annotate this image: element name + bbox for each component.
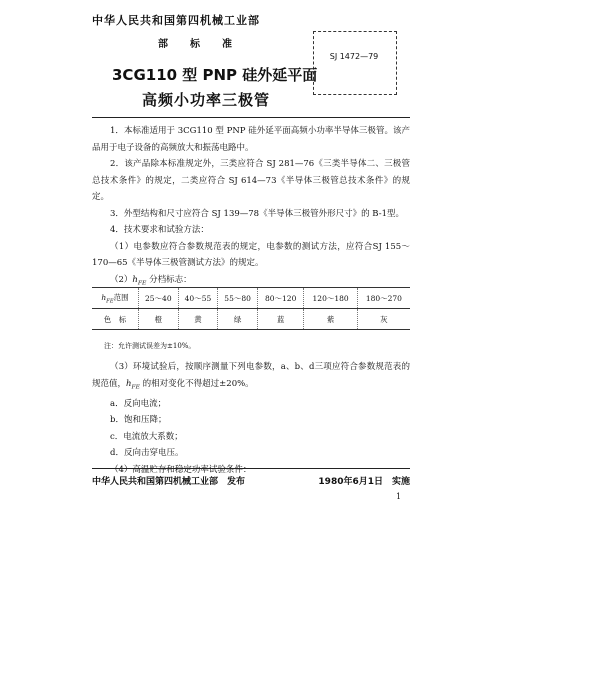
table-row-range bbox=[92, 288, 410, 309]
hfe-symbol: $h_{FE}$ bbox=[132, 274, 147, 287]
section-1-3 bbox=[92, 123, 410, 292]
hfe-color-code-table bbox=[92, 287, 410, 330]
header-rule bbox=[92, 117, 410, 118]
standard-category: 部标准 bbox=[158, 39, 254, 50]
p4-2-suffix: 分档标志： bbox=[146, 274, 192, 285]
hfe-symbol: $h_{FE}$ bbox=[126, 378, 140, 391]
color-label: 色 标 bbox=[92, 309, 139, 330]
item-b: b．饱和压降； bbox=[110, 415, 167, 426]
range-cell: 25～40 bbox=[139, 288, 179, 309]
paragraph-1: 1．本标准适用于 3CG110 型 PNP 硅外延平面高频小功率半导体三极管。该产品用于电子设备的高频放大和振荡电路中。 bbox=[92, 126, 410, 153]
paragraph-4-1: （1）电参数应符合参数规范表的规定，电参数的测试方法，应符合SJ 155～170—65《半导体三极管测试方法》的规定。 bbox=[92, 241, 410, 268]
range-cell: 80～120 bbox=[257, 288, 304, 309]
item-d: d．反向击穿电压。 bbox=[110, 448, 184, 459]
paragraph-3: 3．外型结构和尺寸应符合 SJ 139—78《半导体三极管外形尺寸》的 B-1型。 bbox=[110, 208, 404, 219]
color-cell: 橙 bbox=[139, 309, 179, 330]
p4-2-prefix: （2） bbox=[110, 274, 133, 285]
color-cell: 黄 bbox=[178, 309, 218, 330]
paragraph-2: 2．该产品除本标准规定外，三类应符合 SJ 281—76《三类半导体二、三极管总技术条件》的规定，二类应符合 SJ 614—73《半导体三极管总技术条件》的规定。 bbox=[92, 159, 410, 202]
color-cell: 绿 bbox=[218, 309, 258, 330]
color-cell: 蓝 bbox=[257, 309, 304, 330]
standard-number: SJ 1472—79 bbox=[329, 52, 379, 61]
table-note: 注：允许测试误差为±10%。 bbox=[104, 342, 196, 350]
paragraph-4-3: （3）环境试验后，按顺序测量下列电参数，a、b、d三项应符合参数规范表的规范值，$h_{FE}$ 的相对变化不得超过±20%。 bbox=[92, 362, 410, 391]
footer-rule bbox=[92, 468, 410, 469]
range-cell: 40～55 bbox=[178, 288, 218, 309]
range-label: $h_{FE}$范围 bbox=[92, 288, 139, 309]
page-number: 1 bbox=[396, 492, 402, 501]
footer-date: 1980年6月1日 实施 bbox=[318, 477, 410, 487]
standard-number-box bbox=[313, 31, 397, 95]
range-cell: 180～270 bbox=[357, 288, 410, 309]
table-row-color bbox=[92, 309, 410, 330]
color-cell: 紫 bbox=[304, 309, 357, 330]
color-cell: 灰 bbox=[357, 309, 410, 330]
ministry-name: 中华人民共和国第四机械工业部 bbox=[92, 14, 260, 27]
range-cell: 120～180 bbox=[304, 288, 357, 309]
range-cell: 55～80 bbox=[218, 288, 258, 309]
title-line-1: 3CG110 型 PNP 硅外延平面 bbox=[112, 66, 318, 84]
item-a: a．反向电流； bbox=[110, 398, 167, 409]
paragraph-4: 4．技术要求和试验方法： bbox=[110, 225, 209, 235]
item-c: c．电流放大系数； bbox=[110, 431, 183, 442]
paragraph-4-4: （4）高温贮存和稳定功率试验条件： bbox=[110, 464, 252, 475]
title-line-2: 高频小功率三极管 bbox=[142, 91, 271, 109]
footer-publisher: 中华人民共和国第四机械工业部 发布 bbox=[92, 477, 246, 487]
section-4-3 bbox=[92, 359, 410, 478]
